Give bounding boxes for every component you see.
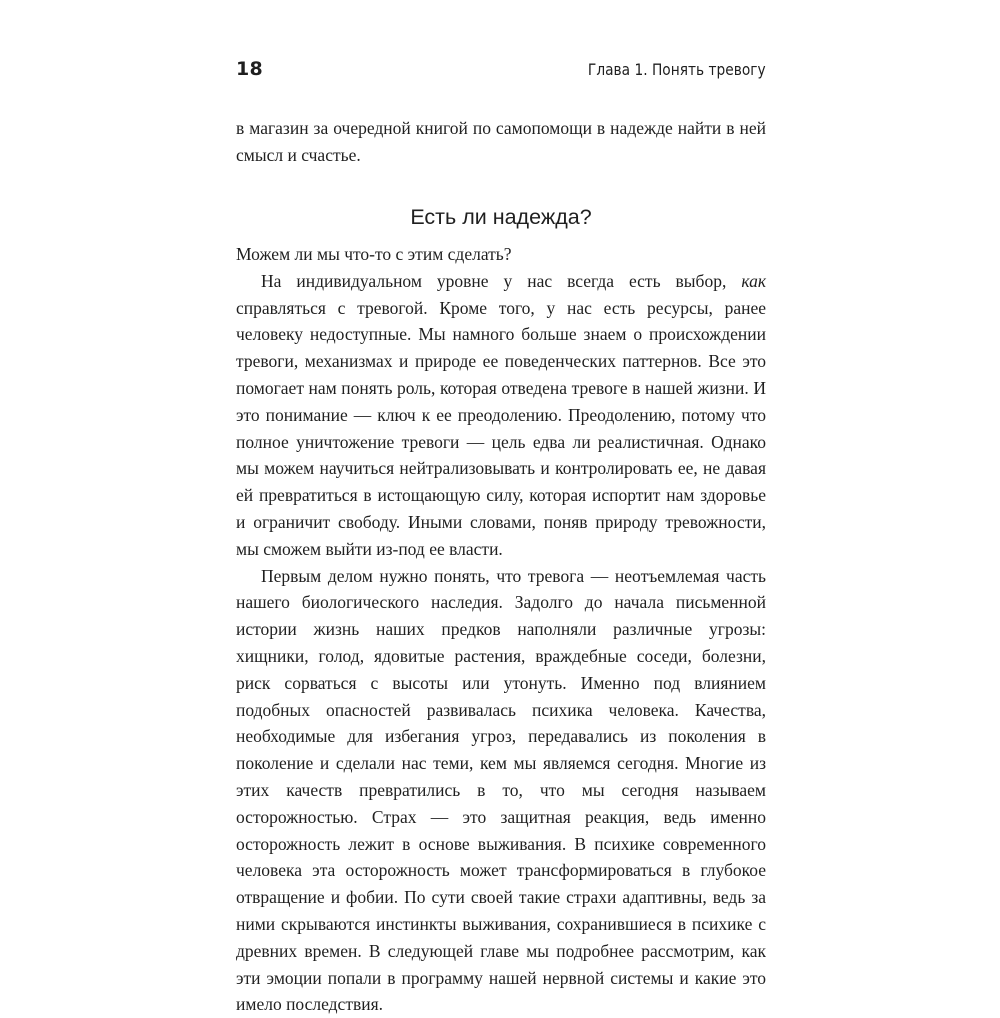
section-heading: Есть ли надежда? [410, 205, 592, 229]
running-header [236, 58, 766, 82]
paragraph-2: Первым делом нужно понять, что тревога — неотъемлемая часть нашего биологического наследия. Задолго до начала письменной истории жизнь наших предков наполняли различные угрозы: хищники, голод, ядовитые растения, враждебные соседи, болезни, риск сорваться с высоты или утонуть. Именно под влиянием подобных опасностей развивалась психика человека. Качества, необходимые для избегания угроз, передавались из поколения в поколение и сделали нас теми, кем мы являемся сегодня. Многие из этих качеств превратились в то, что мы сегодня называем осторожностью. Страх — это защитная реакция, ведь именно осторожность лежит в основе выживания. В психике современного человека эта осторожность может трансформироваться в глубокое отвращение и фобии. По сути своей такие страхи адаптивны, ведь за ними скрываются инстинкты выживания, сохранившиеся в психике с древних времен. В следующей главе мы подробнее рассмотрим, как эти эмоции попали в программу нашей нервной системы и какие это имело последствия. [236, 565, 766, 1015]
page-number: 18 [236, 58, 264, 80]
paragraph-1-emphasis: как [741, 270, 766, 291]
paragraph-1 [236, 268, 766, 563]
paragraph-1-lead: На индивидуальном уровне у нас всегда есть выбор, [261, 270, 742, 291]
intro-text-block [236, 115, 766, 169]
section-question: Можем ли мы что-то с этим сделать? [236, 244, 512, 264]
intro-paragraph: в магазин за очередной книгой по самопомощи в надежде найти в ней смысл и счастье. [236, 118, 766, 165]
section-body [236, 241, 766, 1018]
chapter-title: Глава 1. Понять тревогу [588, 60, 766, 79]
paragraph-1-rest: справляться с тревогой. Кроме того, у нас есть ресурсы, ранее человеку недоступные. Мы намного больше знаем о происхождении тревоги, механизмах и природе ее поведенческих паттернов. Все это помогает нам понять роль, которая отведена тревоге в нашей жизни. И это понимание — ключ к ее преодолению. Преодолению, потому что полное уничтожение тревоги — цель едва ли реалистичная. Однако мы можем научиться нейтрализовывать и контролировать ее, не давая ей превратиться в истощающую силу, которая испортит нам здоровье и ограничит свободу. Иными словами, поняв природу тревожности, мы сможем выйти из-под ее власти. [236, 297, 766, 559]
